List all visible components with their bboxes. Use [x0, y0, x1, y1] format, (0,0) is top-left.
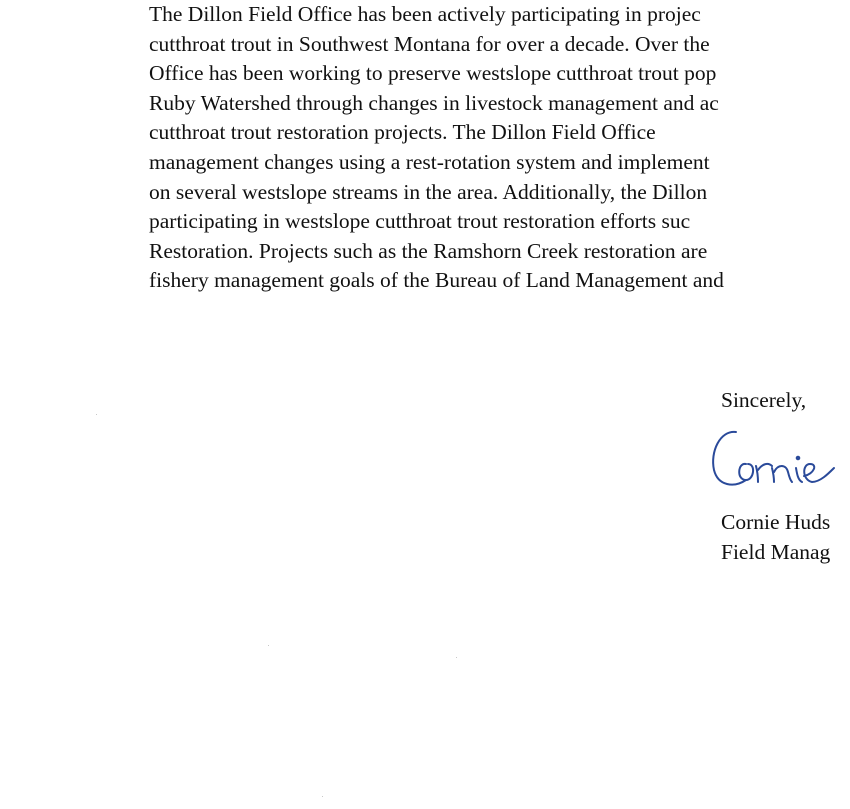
body-line: participating in westslope cutthroat trout restoration efforts suc — [149, 209, 691, 234]
signer-name: Cornie Huds — [721, 510, 831, 534]
body-line: on several westslope streams in the area. Additionally, the Dillon — [149, 179, 708, 204]
signer-title: Field Manag — [721, 540, 831, 564]
scan-speck — [96, 414, 97, 415]
body-line: Ruby Watershed through changes in livestock management and ac — [149, 90, 719, 115]
handwritten-signature — [706, 418, 850, 498]
body-line: cutthroat trout restoration projects. The Dillon Field Office — [149, 120, 656, 145]
body-line: cutthroat trout in Southwest Montana for over a decade. Over the — [149, 31, 710, 56]
body-line: Restoration. Projects such as the Ramshorn Creek restoration are — [149, 238, 708, 263]
body-line: management changes using a rest-rotation system and implement — [149, 149, 710, 174]
body-line: fishery management goals of the Bureau of Land Management and — [149, 268, 724, 293]
letter-body — [149, 0, 724, 296]
closing-salutation: Sincerely, — [721, 388, 807, 412]
scan-speck — [268, 645, 269, 646]
scan-speck — [456, 657, 457, 658]
body-line: The Dillon Field Office has been actively participating in projec — [149, 2, 701, 26]
scan-speck — [322, 796, 323, 797]
body-line: Office has been working to preserve westslope cutthroat trout pop — [149, 61, 717, 86]
